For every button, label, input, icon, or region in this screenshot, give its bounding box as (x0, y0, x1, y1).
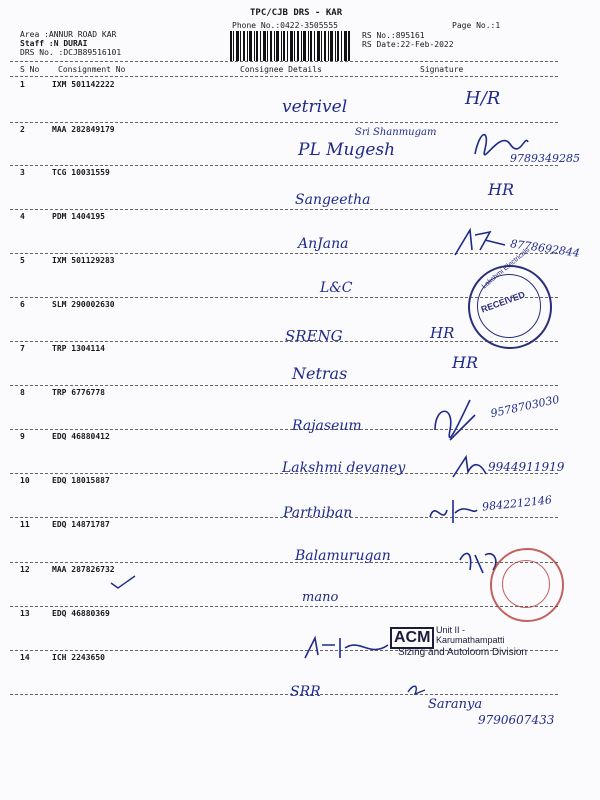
stamp-received-text: RECEIVED (479, 289, 527, 315)
col-consignment: Consignment No (58, 65, 126, 74)
header-top-rule (10, 61, 558, 62)
row-consignment-no: MAA 282849179 (52, 125, 115, 134)
row-sno: 14 (20, 653, 30, 662)
row-sno: 4 (20, 212, 25, 221)
handwritten-signature: Saranya (428, 697, 483, 712)
row-rule (10, 165, 558, 166)
handwritten-consignee: SRR (290, 684, 321, 700)
handwritten-phone: 9578703030 (489, 392, 561, 421)
row-sno: 1 (20, 80, 25, 89)
row-consignment-no: MAA 287826732 (52, 565, 115, 574)
row-consignment-no: PDM 1404195 (52, 212, 105, 221)
signature-scribble (430, 395, 485, 445)
tick-mark (108, 573, 138, 591)
handwritten-phone: 9944911919 (488, 460, 565, 474)
handwritten-consignee: Balamurugan (295, 548, 391, 564)
row-rule (10, 694, 558, 695)
handwritten-consignee: AnJana (298, 236, 349, 252)
row-sno: 10 (20, 476, 30, 485)
col-signature: Signature (420, 65, 464, 74)
handwritten-consignee: Rajaseum (292, 418, 362, 434)
row-consignment-no: TRP 6776778 (52, 388, 105, 397)
page-number: Page No.:1 (452, 21, 501, 30)
row-consignment-no: SLM 290002630 (52, 300, 115, 309)
handwritten-consignee: Netras (292, 364, 348, 383)
stamp-company-text: Lakshmi Electricals (480, 246, 532, 291)
signature-scribble (450, 220, 510, 260)
signature-scribble (300, 633, 390, 663)
row-sno: 8 (20, 388, 25, 397)
col-consignee: Consignee Details (240, 65, 322, 74)
handwritten-consignee: SRENG (285, 327, 343, 345)
rs-number: RS No.:895161 (362, 31, 425, 40)
handwritten-phone: 9842212146 (481, 493, 553, 514)
row-rule (10, 209, 558, 210)
acm-stamp (390, 625, 535, 663)
handwritten-note: Sri Shanmugam (355, 127, 437, 138)
row-consignment-no: TCG 10031559 (52, 168, 110, 177)
row-rule (10, 341, 558, 342)
row-consignment-no: EDQ 18015887 (52, 476, 110, 485)
row-consignment-no: EDQ 14871787 (52, 520, 110, 529)
signature-scribble (425, 495, 480, 530)
staff-label: Staff :N DURAI (20, 39, 88, 48)
handwritten-consignee: vetrivel (282, 97, 348, 117)
barcode (230, 31, 350, 61)
phone-number: Phone No.:0422-3505555 (232, 21, 338, 30)
tick-mark (405, 680, 427, 698)
row-rule (10, 122, 558, 123)
handwritten-phone: 8778692844 (509, 237, 581, 260)
row-sno: 13 (20, 609, 30, 618)
row-sno: 7 (20, 344, 25, 353)
row-consignment-no: EDQ 46880412 (52, 432, 110, 441)
handwritten-consignee: Lakshmi devaney (282, 460, 406, 476)
drs-number: DRS No. :DCJB89516101 (20, 48, 122, 57)
signature-scribble (448, 452, 488, 482)
handwritten-signature: H/R (465, 88, 501, 109)
col-sno: S No (20, 65, 40, 74)
row-consignment-no: ICH 2243650 (52, 653, 105, 662)
row-sno: 12 (20, 565, 30, 574)
signature-scribble (470, 124, 530, 160)
header-bottom-rule (10, 76, 558, 77)
handwritten-consignee: Parthiban (283, 505, 353, 521)
acm-unit: Unit II - Karumathampatti (436, 625, 505, 645)
area-label: Area :ANNUR ROAD KAR (20, 30, 117, 39)
row-rule (10, 385, 558, 386)
row-consignment-no: TRP 1304114 (52, 344, 105, 353)
handwritten-signature: HR (452, 353, 478, 372)
row-sno: 9 (20, 432, 25, 441)
row-consignment-no: EDQ 46880369 (52, 609, 110, 618)
received-stamp (468, 246, 552, 349)
row-sno: 11 (20, 520, 30, 529)
acm-logo: ACM (390, 627, 434, 649)
handwritten-consignee: Sangeetha (295, 192, 371, 208)
handwritten-consignee: mano (302, 590, 339, 605)
row-sno: 3 (20, 168, 25, 177)
row-sno: 2 (20, 125, 25, 134)
rs-date: RS Date:22-Feb-2022 (362, 40, 454, 49)
handwritten-consignee: L&C (320, 280, 353, 296)
row-sno: 5 (20, 256, 25, 265)
handwritten-signature: HR (488, 180, 514, 199)
handwritten-phone: 9790607433 (478, 713, 555, 727)
row-consignment-no: IXM 501129283 (52, 256, 115, 265)
handwritten-phone: 9789349285 (510, 152, 580, 165)
row-consignment-no: IXM 501142222 (52, 80, 115, 89)
acm-division: Sizing and Autoloom Division (398, 647, 527, 658)
handwritten-signature: HR (430, 324, 455, 342)
red-seal (490, 548, 564, 622)
row-sno: 6 (20, 300, 25, 309)
handwritten-consignee: PL Mugesh (298, 140, 396, 160)
row-rule (10, 606, 558, 607)
document-title: TPC/CJB DRS - KAR (250, 8, 343, 18)
